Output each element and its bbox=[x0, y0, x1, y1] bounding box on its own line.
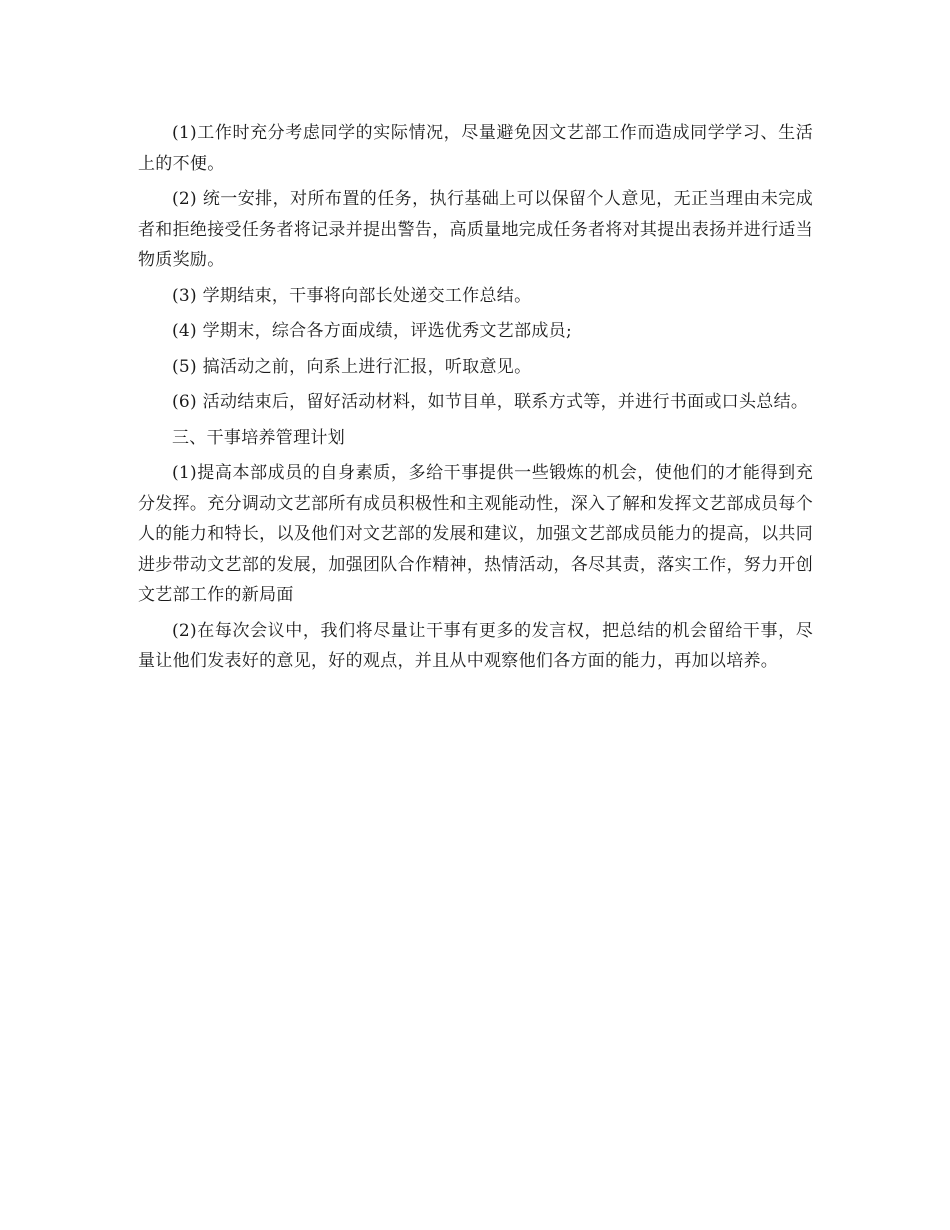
paragraph-rule-5: (5) 搞活动之前，向系上进行汇报，听取意见。 bbox=[172, 356, 532, 377]
paragraph-rule-6: (6) 活动结束后，留好活动材料，如节目单，联系方式等，并进行书面或口头总结。 bbox=[172, 392, 809, 412]
paragraph-training-2: (2)在每次会议中，我们将尽量让干事有更多的发言权，把总结的机会留给干事，尽量让他们发表好的意见，好的观点，并且从中观察他们各方面的能力，再加以培养。 bbox=[138, 620, 813, 671]
paragraph-rule-3: (3) 学期结束，干事将向部长处递交工作总结。 bbox=[172, 285, 532, 306]
paragraph-rule-2: (2) 统一安排，对所布置的任务，执行基础上可以保留个人意见，无正当理由未完成者和拒绝接受任务者将记录并提出警告，高质量地完成任务者将对其提出表扬并进行适当物质奖励。 bbox=[138, 189, 813, 270]
document-page bbox=[138, 118, 813, 682]
paragraph-rule-4: (4) 学期末，综合各方面成绩，评选优秀文艺部成员; bbox=[172, 321, 573, 341]
paragraph-training-1: (1)提高本部成员的自身素质，多给干事提供一些锻炼的机会，使他们的才能得到充分发挥。充分调动文艺部所有成员积极性和主观能动性，深入了解和发挥文艺部成员每个人的能力和特长，以及他们对文艺部的发展和建议，加强文艺部成员能力的提高，以共同进步带动文艺部的发展，加强团队合作精神，热情活动，各尽其责，落实工作，努力开创文艺部工作的新局面 bbox=[138, 463, 813, 605]
paragraph-rule-1: (1)工作时充分考虑同学的实际情况，尽量避免因文艺部工作而造成同学学习、生活上的不便。 bbox=[138, 123, 813, 174]
section-heading: 三、干事培养管理计划 bbox=[172, 427, 345, 448]
